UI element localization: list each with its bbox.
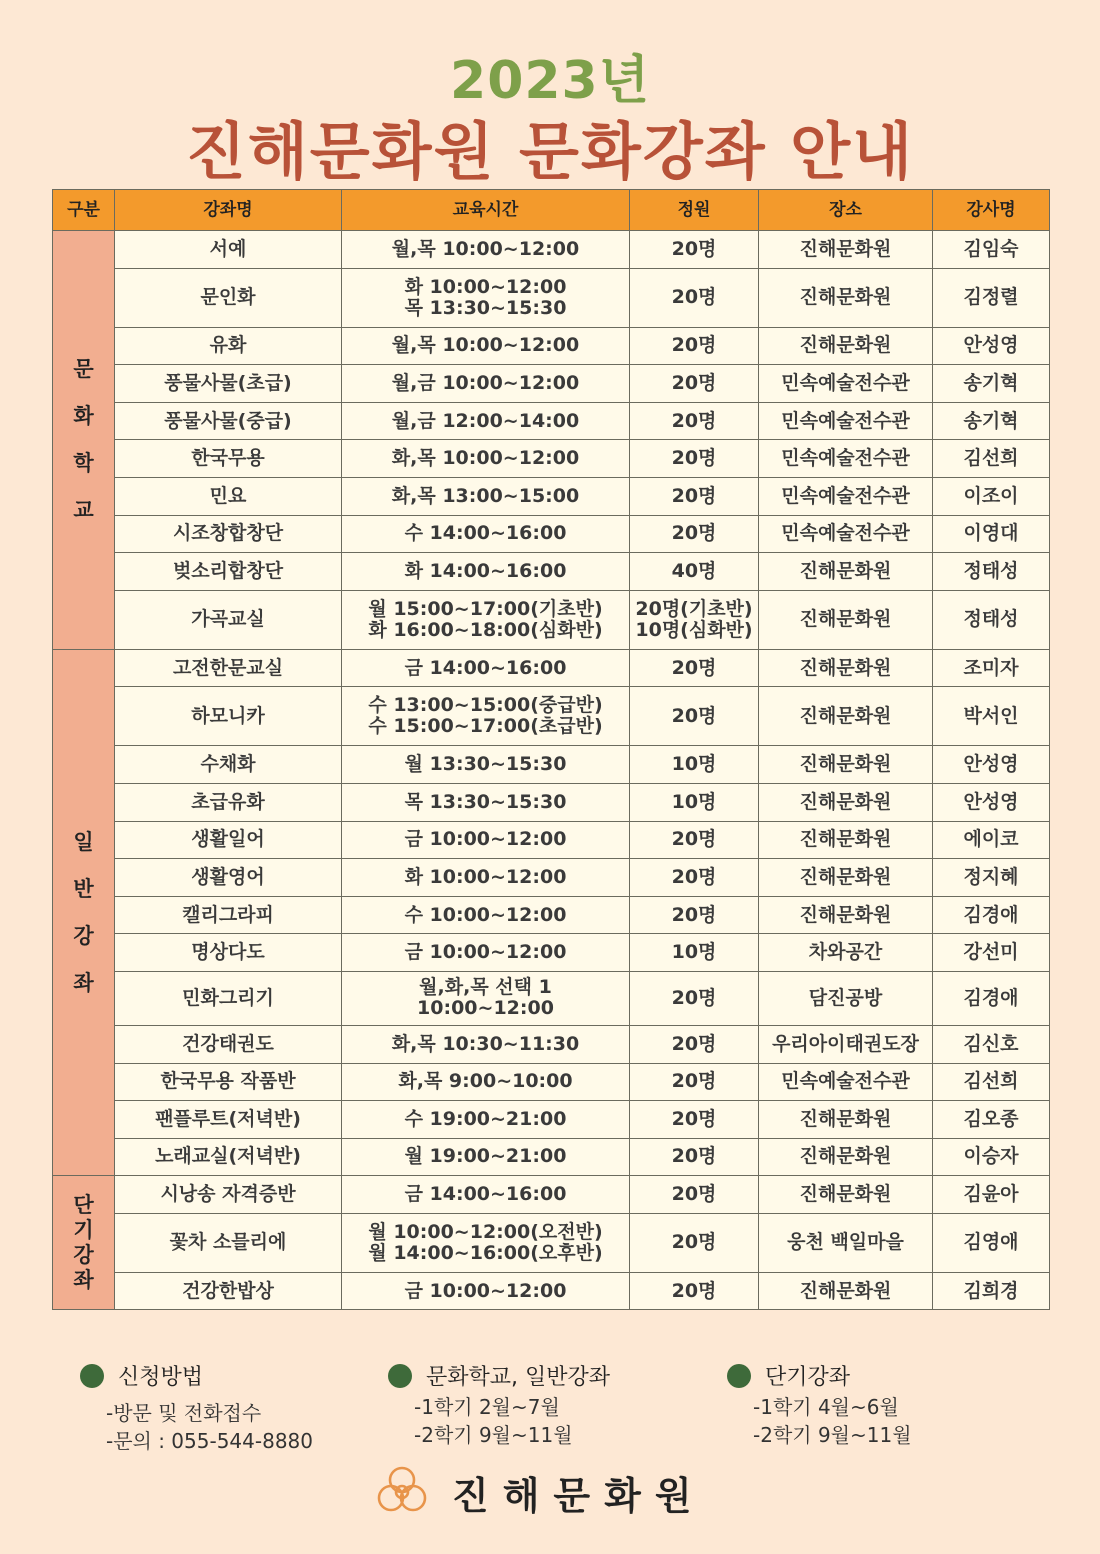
course-time: 금 14:00~16:00 bbox=[342, 1176, 630, 1214]
course-time: 수 19:00~21:00 bbox=[342, 1101, 630, 1139]
category-cell: 문 화 학 교 bbox=[53, 231, 115, 650]
course-teacher: 송기혁 bbox=[933, 365, 1050, 403]
short-term-info bbox=[727, 1360, 912, 1449]
course-place: 진해문화원 bbox=[759, 821, 933, 859]
course-time: 월,금 10:00~12:00 bbox=[342, 365, 630, 403]
table-body bbox=[53, 231, 1050, 1310]
course-place: 진해문화원 bbox=[759, 649, 933, 687]
course-capacity: 20명 bbox=[630, 477, 759, 515]
short-term-line: -2학기 9월~11월 bbox=[753, 1423, 912, 1447]
course-name: 고전한문교실 bbox=[115, 649, 342, 687]
course-place: 민속예술전수관 bbox=[759, 365, 933, 403]
course-name: 수채화 bbox=[115, 746, 342, 784]
course-name: 풍물사물(중급) bbox=[115, 402, 342, 440]
column-header-course: 강좌명 bbox=[115, 190, 342, 231]
course-place: 진해문화원 bbox=[759, 1176, 933, 1214]
course-name: 초급유화 bbox=[115, 783, 342, 821]
course-time: 월 15:00~17:00(기초반) 화 16:00~18:00(심화반) bbox=[342, 590, 630, 649]
course-name: 민요 bbox=[115, 477, 342, 515]
course-teacher: 강선미 bbox=[933, 934, 1050, 972]
course-time: 화,목 10:00~12:00 bbox=[342, 440, 630, 478]
course-time: 수 14:00~16:00 bbox=[342, 515, 630, 553]
course-name: 하모니카 bbox=[115, 687, 342, 746]
course-teacher: 김정렬 bbox=[933, 268, 1050, 327]
course-capacity: 20명(기초반) 10명(심화반) bbox=[630, 590, 759, 649]
course-capacity: 10명 bbox=[630, 783, 759, 821]
course-name: 문인화 bbox=[115, 268, 342, 327]
apply-info bbox=[80, 1360, 313, 1455]
table-row bbox=[53, 649, 1050, 687]
course-teacher: 김희경 bbox=[933, 1272, 1050, 1310]
course-capacity: 20명 bbox=[630, 1063, 759, 1101]
apply-info-heading bbox=[80, 1360, 313, 1391]
course-name: 한국무용 bbox=[115, 440, 342, 478]
course-time: 월 13:30~15:30 bbox=[342, 746, 630, 784]
apply-info-line: -문의 : 055-544-8880 bbox=[106, 1429, 313, 1453]
course-name: 팬플루트(저녁반) bbox=[115, 1101, 342, 1139]
course-teacher: 에이코 bbox=[933, 821, 1050, 859]
course-time: 화 10:00~12:00 bbox=[342, 859, 630, 897]
org-logo bbox=[372, 1462, 706, 1522]
table-row bbox=[53, 1213, 1050, 1272]
course-name: 민화그리기 bbox=[115, 971, 342, 1025]
course-time: 수 10:00~12:00 bbox=[342, 896, 630, 934]
regular-term-line: -1학기 2월~7월 bbox=[414, 1395, 560, 1419]
short-term-title: 단기강좌 bbox=[765, 1365, 851, 1390]
table-row bbox=[53, 327, 1050, 365]
course-name: 시조창합창단 bbox=[115, 515, 342, 553]
course-place: 차와공간 bbox=[759, 934, 933, 972]
course-name: 캘리그라피 bbox=[115, 896, 342, 934]
course-place: 민속예술전수관 bbox=[759, 1063, 933, 1101]
course-place: 우리아이태권도장 bbox=[759, 1025, 933, 1063]
regular-term-title: 문화학교, 일반강좌 bbox=[426, 1365, 611, 1390]
course-name: 건강한밥상 bbox=[115, 1272, 342, 1310]
table-row bbox=[53, 231, 1050, 269]
course-teacher: 김선희 bbox=[933, 1063, 1050, 1101]
course-capacity: 20명 bbox=[630, 440, 759, 478]
course-time: 월 10:00~12:00(오전반) 월 14:00~16:00(오후반) bbox=[342, 1213, 630, 1272]
table-row bbox=[53, 746, 1050, 784]
course-teacher: 김신호 bbox=[933, 1025, 1050, 1063]
category-cell: 단 기 강 좌 bbox=[53, 1176, 115, 1310]
course-name: 가곡교실 bbox=[115, 590, 342, 649]
org-name: 진해문화원 bbox=[452, 1473, 706, 1518]
table-row bbox=[53, 477, 1050, 515]
course-place: 진해문화원 bbox=[759, 859, 933, 897]
course-place: 민속예술전수관 bbox=[759, 440, 933, 478]
course-place: 담진공방 bbox=[759, 971, 933, 1025]
course-name: 한국무용 작품반 bbox=[115, 1063, 342, 1101]
bullet-icon bbox=[80, 1364, 104, 1388]
table-row bbox=[53, 1063, 1050, 1101]
table-row bbox=[53, 1176, 1050, 1214]
table-row bbox=[53, 402, 1050, 440]
category-cell: 일 반 강 좌 bbox=[53, 649, 115, 1176]
column-header-category: 구분 bbox=[53, 190, 115, 231]
course-name: 유화 bbox=[115, 327, 342, 365]
table-row bbox=[53, 590, 1050, 649]
course-place: 진해문화원 bbox=[759, 1272, 933, 1310]
column-header-teacher: 강사명 bbox=[933, 190, 1050, 231]
course-time: 화,목 9:00~10:00 bbox=[342, 1063, 630, 1101]
course-name: 풍물사물(초급) bbox=[115, 365, 342, 403]
course-capacity: 20명 bbox=[630, 365, 759, 403]
course-time: 화 14:00~16:00 bbox=[342, 553, 630, 591]
course-name: 벚소리합창단 bbox=[115, 553, 342, 591]
table-header-row bbox=[53, 190, 1050, 231]
course-name: 건강태권도 bbox=[115, 1025, 342, 1063]
course-teacher: 정지혜 bbox=[933, 859, 1050, 897]
course-capacity: 20명 bbox=[630, 515, 759, 553]
course-capacity: 20명 bbox=[630, 1176, 759, 1214]
course-teacher: 안성영 bbox=[933, 327, 1050, 365]
course-name: 명상다도 bbox=[115, 934, 342, 972]
course-teacher: 김경애 bbox=[933, 896, 1050, 934]
course-teacher: 정태성 bbox=[933, 553, 1050, 591]
table-row bbox=[53, 821, 1050, 859]
course-capacity: 20명 bbox=[630, 1101, 759, 1139]
page-title: 진해문화원 문화강좌 안내 bbox=[186, 115, 914, 188]
course-place: 민속예술전수관 bbox=[759, 477, 933, 515]
course-place: 웅천 백일마을 bbox=[759, 1213, 933, 1272]
table-row bbox=[53, 1138, 1050, 1176]
short-term-heading bbox=[727, 1360, 912, 1391]
column-header-time: 교육시간 bbox=[342, 190, 630, 231]
regular-term-line: -2학기 9월~11월 bbox=[414, 1423, 573, 1447]
year-heading: 2023년 bbox=[450, 51, 650, 111]
course-teacher: 이영대 bbox=[933, 515, 1050, 553]
regular-term-heading bbox=[388, 1360, 610, 1391]
course-time: 금 14:00~16:00 bbox=[342, 649, 630, 687]
table-row bbox=[53, 440, 1050, 478]
table-row bbox=[53, 934, 1050, 972]
course-table bbox=[52, 189, 1050, 1310]
course-time: 금 10:00~12:00 bbox=[342, 821, 630, 859]
course-capacity: 10명 bbox=[630, 934, 759, 972]
course-time: 월,금 12:00~14:00 bbox=[342, 402, 630, 440]
course-place: 민속예술전수관 bbox=[759, 515, 933, 553]
course-time: 월,목 10:00~12:00 bbox=[342, 231, 630, 269]
table-row bbox=[53, 515, 1050, 553]
course-teacher: 이승자 bbox=[933, 1138, 1050, 1176]
short-term-line: -1학기 4월~6월 bbox=[753, 1395, 899, 1419]
course-place: 진해문화원 bbox=[759, 553, 933, 591]
course-teacher: 김오종 bbox=[933, 1101, 1050, 1139]
course-time: 금 10:00~12:00 bbox=[342, 1272, 630, 1310]
course-capacity: 20명 bbox=[630, 859, 759, 897]
course-name: 생활일어 bbox=[115, 821, 342, 859]
course-capacity: 40명 bbox=[630, 553, 759, 591]
table-row bbox=[53, 859, 1050, 897]
bullet-icon bbox=[388, 1364, 412, 1388]
course-name: 노래교실(저녁반) bbox=[115, 1138, 342, 1176]
course-teacher: 박서인 bbox=[933, 687, 1050, 746]
course-time: 수 13:00~15:00(중급반) 수 15:00~17:00(초급반) bbox=[342, 687, 630, 746]
table-row bbox=[53, 1101, 1050, 1139]
course-capacity: 20명 bbox=[630, 896, 759, 934]
course-teacher: 김임숙 bbox=[933, 231, 1050, 269]
course-time: 월,화,목 선택 1 10:00~12:00 bbox=[342, 971, 630, 1025]
table-row bbox=[53, 783, 1050, 821]
course-time: 월,목 10:00~12:00 bbox=[342, 327, 630, 365]
course-capacity: 20명 bbox=[630, 1213, 759, 1272]
course-teacher: 정태성 bbox=[933, 590, 1050, 649]
course-place: 진해문화원 bbox=[759, 327, 933, 365]
course-teacher: 이조이 bbox=[933, 477, 1050, 515]
course-capacity: 20명 bbox=[630, 268, 759, 327]
course-place: 진해문화원 bbox=[759, 590, 933, 649]
course-place: 진해문화원 bbox=[759, 268, 933, 327]
table-row bbox=[53, 1272, 1050, 1310]
course-place: 민속예술전수관 bbox=[759, 402, 933, 440]
course-name: 시낭송 자격증반 bbox=[115, 1176, 342, 1214]
course-capacity: 20명 bbox=[630, 402, 759, 440]
course-name: 서예 bbox=[115, 231, 342, 269]
apply-info-title: 신청방법 bbox=[118, 1365, 204, 1390]
course-place: 진해문화원 bbox=[759, 746, 933, 784]
course-teacher: 안성영 bbox=[933, 783, 1050, 821]
course-capacity: 20명 bbox=[630, 687, 759, 746]
table-row bbox=[53, 365, 1050, 403]
course-capacity: 10명 bbox=[630, 746, 759, 784]
course-place: 진해문화원 bbox=[759, 1138, 933, 1176]
course-capacity: 20명 bbox=[630, 1272, 759, 1310]
course-name: 생활영어 bbox=[115, 859, 342, 897]
column-header-capacity: 정원 bbox=[630, 190, 759, 231]
course-time: 월 19:00~21:00 bbox=[342, 1138, 630, 1176]
course-teacher: 김선희 bbox=[933, 440, 1050, 478]
table-row bbox=[53, 553, 1050, 591]
course-teacher: 조미자 bbox=[933, 649, 1050, 687]
course-name: 꽃차 소믈리에 bbox=[115, 1213, 342, 1272]
course-place: 진해문화원 bbox=[759, 783, 933, 821]
course-capacity: 20명 bbox=[630, 649, 759, 687]
course-place: 진해문화원 bbox=[759, 687, 933, 746]
table-row bbox=[53, 687, 1050, 746]
flower-logo-icon bbox=[372, 1462, 432, 1522]
table-row bbox=[53, 268, 1050, 327]
course-place: 진해문화원 bbox=[759, 231, 933, 269]
course-teacher: 김윤아 bbox=[933, 1176, 1050, 1214]
course-capacity: 20명 bbox=[630, 231, 759, 269]
course-place: 진해문화원 bbox=[759, 1101, 933, 1139]
course-teacher: 김영애 bbox=[933, 1213, 1050, 1272]
footer-info bbox=[0, 1360, 1100, 1460]
table-row bbox=[53, 971, 1050, 1025]
regular-term-info bbox=[388, 1360, 610, 1449]
course-time: 금 10:00~12:00 bbox=[342, 934, 630, 972]
course-capacity: 20명 bbox=[630, 971, 759, 1025]
apply-info-line: -방문 및 전화접수 bbox=[106, 1401, 262, 1425]
bullet-icon bbox=[727, 1364, 751, 1388]
course-time: 화,목 10:30~11:30 bbox=[342, 1025, 630, 1063]
column-header-place: 장소 bbox=[759, 190, 933, 231]
course-capacity: 20명 bbox=[630, 327, 759, 365]
course-capacity: 20명 bbox=[630, 821, 759, 859]
course-teacher: 송기혁 bbox=[933, 402, 1050, 440]
course-place: 진해문화원 bbox=[759, 896, 933, 934]
table-row bbox=[53, 1025, 1050, 1063]
course-capacity: 20명 bbox=[630, 1025, 759, 1063]
course-time: 화,목 13:00~15:00 bbox=[342, 477, 630, 515]
course-time: 목 13:30~15:30 bbox=[342, 783, 630, 821]
table-row bbox=[53, 896, 1050, 934]
course-teacher: 김경애 bbox=[933, 971, 1050, 1025]
course-capacity: 20명 bbox=[630, 1138, 759, 1176]
course-teacher: 안성영 bbox=[933, 746, 1050, 784]
course-time: 화 10:00~12:00 목 13:30~15:30 bbox=[342, 268, 630, 327]
